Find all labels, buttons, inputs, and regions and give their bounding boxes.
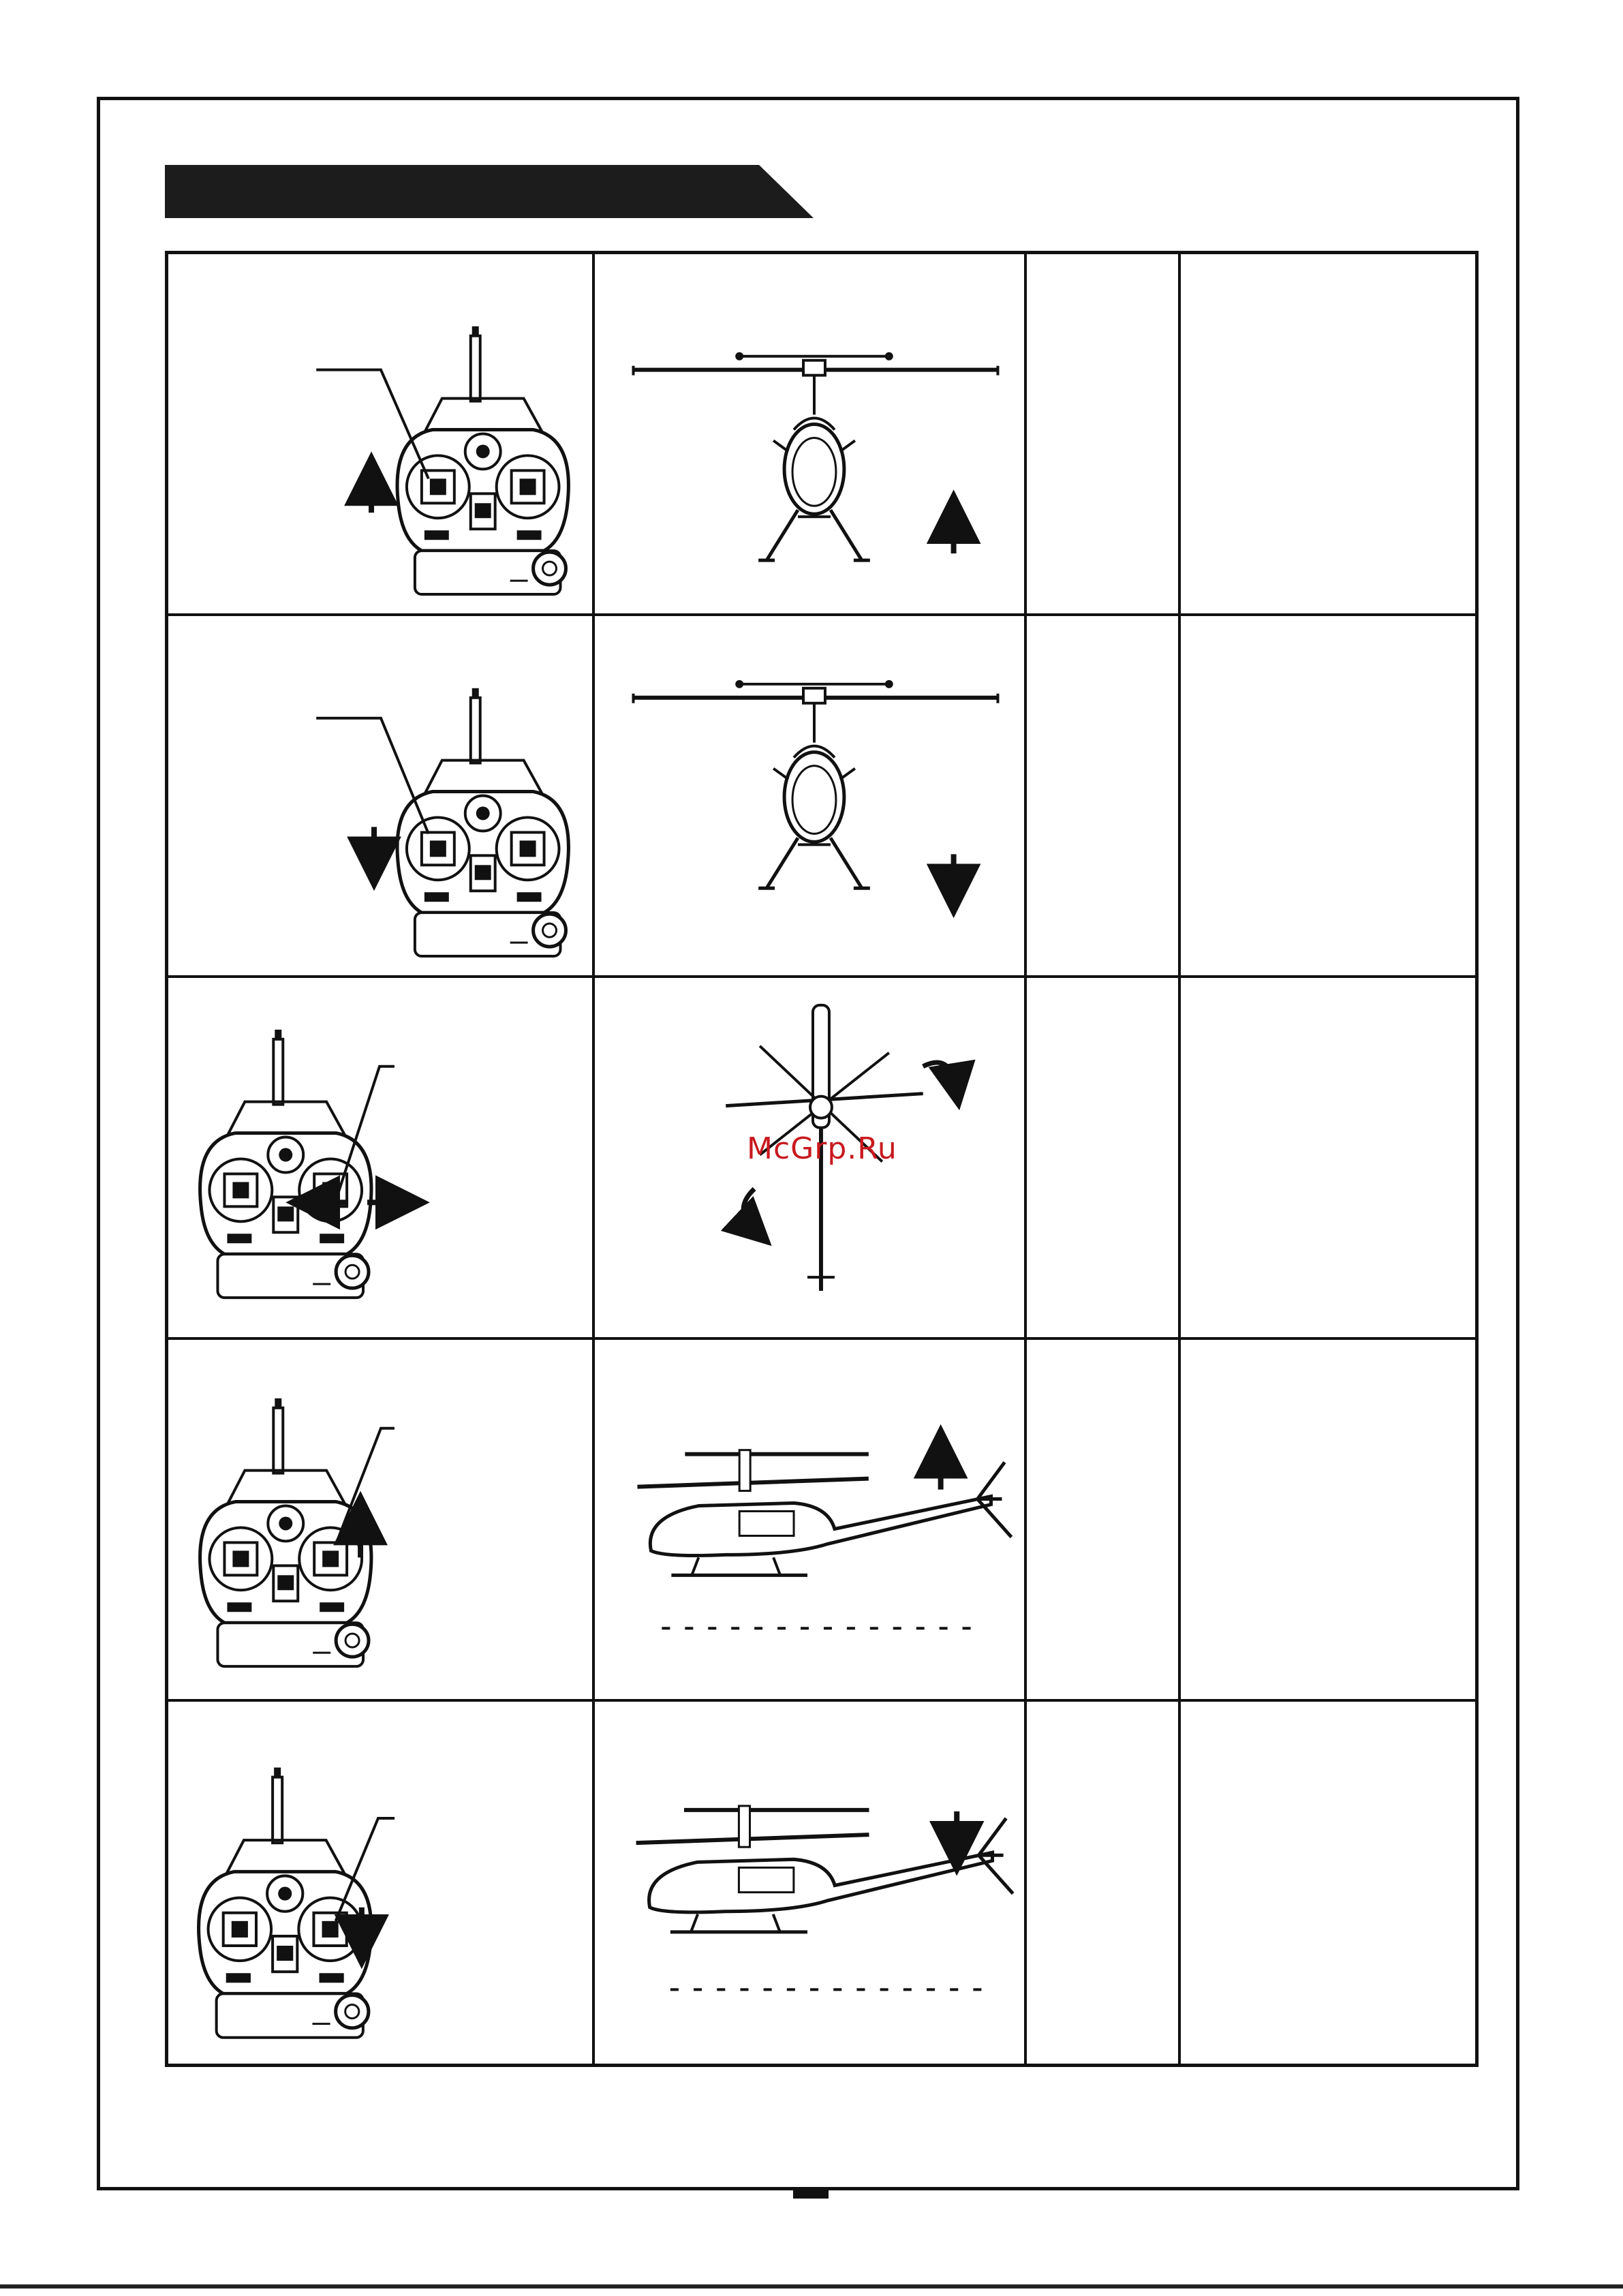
row3-transmitter-cell [168, 978, 595, 1340]
section-header-bar [165, 165, 814, 218]
footer-line [0, 2284, 1623, 2289]
helicopter-backward-illustration [595, 1702, 1024, 2064]
transmitter-right-stick-down-illustration [168, 1702, 592, 2064]
row2-helicopter-cell [595, 616, 1027, 978]
transmitter-right-stick-up-illustration [168, 1340, 592, 1699]
row4-label-cell [1027, 1340, 1181, 1702]
transmitter-left-stick-up-illustration [168, 254, 592, 613]
row5-helicopter-cell [595, 1702, 1027, 2064]
row1-transmitter-cell [168, 254, 595, 616]
row2-description-cell [1181, 616, 1475, 978]
row5-description-cell [1181, 1702, 1475, 2064]
watermark-text: McGrp.Ru [747, 1131, 897, 1166]
row3-label-cell [1027, 978, 1181, 1340]
helicopter-ascend-illustration [595, 254, 1024, 613]
row4-description-cell [1181, 1340, 1475, 1702]
page-number-mark [793, 2189, 829, 2199]
row2-transmitter-cell [168, 616, 595, 978]
row2-label-cell [1027, 616, 1181, 978]
row1-helicopter-cell [595, 254, 1027, 616]
row4-helicopter-cell [595, 1340, 1027, 1702]
transmitter-right-stick-sideways-illustration [168, 978, 592, 1337]
row5-transmitter-cell [168, 1702, 595, 2064]
row5-label-cell [1027, 1702, 1181, 2064]
helicopter-forward-illustration [595, 1340, 1024, 1699]
row1-label-cell [1027, 254, 1181, 616]
helicopter-descend-illustration [595, 616, 1024, 975]
transmitter-left-stick-down-illustration [168, 616, 592, 975]
row4-transmitter-cell [168, 1340, 595, 1702]
row3-description-cell [1181, 978, 1475, 1340]
row1-description-cell [1181, 254, 1475, 616]
